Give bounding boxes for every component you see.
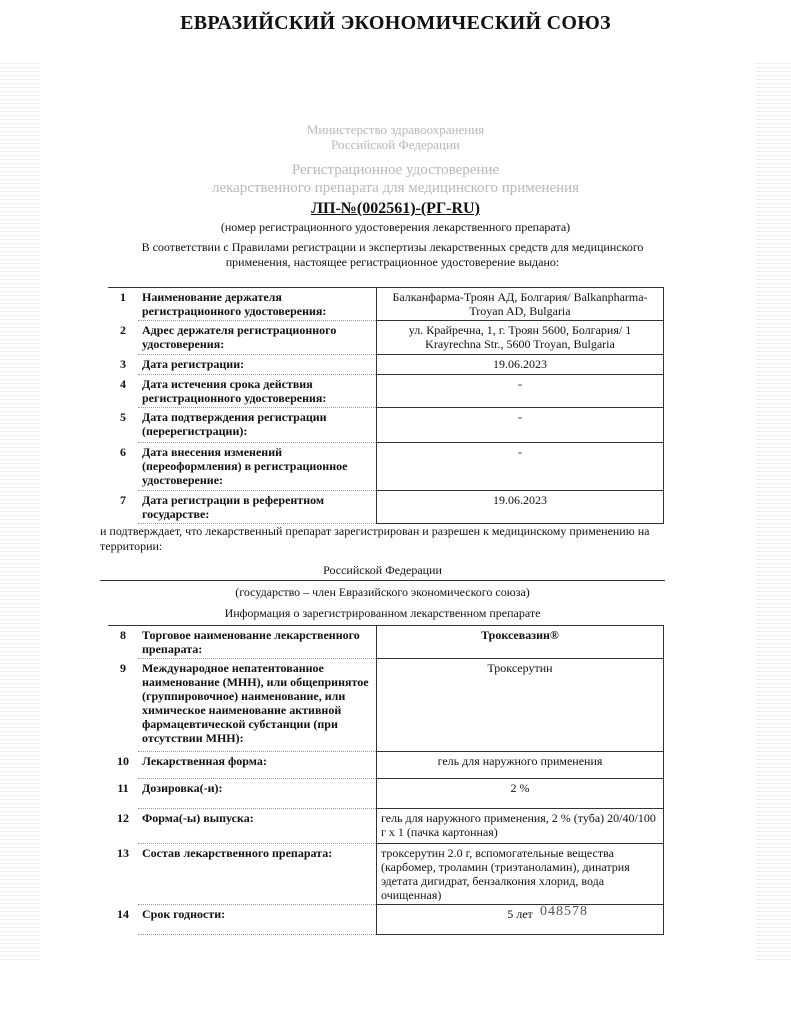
table-row	[108, 752, 664, 779]
row-value: Троксерутин	[377, 659, 664, 752]
country-caption: (государство – член Евразийского экономического союза)	[235, 585, 530, 599]
row-number: 13	[117, 845, 129, 860]
row-label: Состав лекарственного препарата:	[138, 844, 377, 905]
row-number: 9	[120, 660, 126, 675]
table-row	[108, 355, 664, 375]
row-value: -	[377, 443, 664, 491]
table-row	[108, 779, 664, 809]
faint-ministry-2: Российской Федерации	[331, 137, 460, 152]
row-value: Троксевазин®	[377, 626, 664, 659]
row-label: Дата внесения изменений (переоформления) в регистрационное удостоверение:	[138, 443, 377, 491]
row-value: 5 лет	[377, 905, 664, 935]
row-number: 6	[120, 444, 126, 459]
row-value: 19.06.2023	[377, 355, 664, 375]
row-number: 12	[117, 810, 129, 825]
row-number: 10	[117, 753, 129, 768]
row-label: Лекарственная форма:	[138, 752, 377, 779]
row-number: 5	[120, 409, 126, 424]
row-label: Торговое наименование лекарственного препарата:	[138, 626, 377, 659]
row-label: Наименование держателя регистрационного удостоверения:	[138, 288, 377, 321]
table-row	[108, 809, 664, 844]
row-value: гель для наружного применения	[377, 752, 664, 779]
product-info-table	[108, 625, 664, 935]
table-row	[108, 375, 664, 408]
row-value: Балканфарма-Троян АД, Болгария/ Balkanpharma-Troyan AD, Bulgaria	[377, 288, 664, 321]
holder-info-table	[108, 287, 664, 524]
table-row	[108, 288, 664, 321]
row-label: Дозировка(-и):	[138, 779, 377, 809]
faint-ministry: Министерство здравоохранения	[306, 122, 485, 137]
row-number: 14	[117, 906, 129, 921]
registration-number-caption: (номер регистрационного удостоверения лекарственного препарата)	[220, 220, 571, 234]
row-value: 19.06.2023	[377, 491, 664, 524]
row-label: Дата истечения срока действия регистрационного удостоверения:	[138, 375, 377, 408]
country: Российской Федерации	[100, 563, 665, 581]
row-value: ул. Крайречна, 1, г. Троян 5600, Болгария/ 1 Krayrechna Str., 5600 Troyan, Bulgaria	[377, 321, 664, 355]
table-row	[108, 321, 664, 355]
row-number: 2	[120, 322, 126, 337]
table-row	[108, 443, 664, 491]
table-row	[108, 659, 664, 752]
row-number: 4	[120, 376, 126, 391]
row-number: 3	[120, 356, 126, 371]
intro-text: В соответствии с Правилами регистрации и экспертизы лекарственных средств для медицинского применения, настоящее регистрационное удостоверение выдано:	[141, 240, 644, 269]
row-value: гель для наружного применения, 2 % (туба) 20/40/100 г x 1 (пачка картонная)	[377, 809, 664, 844]
row-value: -	[377, 375, 664, 408]
faint-cert-title-2: лекарственного препарата для медицинского применения	[211, 180, 580, 196]
row-number: 7	[120, 492, 126, 507]
row-value: троксерутин 2.0 г, вспомогательные вещества (карбомер, троламин (триэтаноламин), динатрия эдетата дигидрат, бензалкония хлорид, вода очищенная)	[377, 844, 664, 905]
row-label: Срок годности:	[138, 905, 377, 935]
row-label: Дата подтверждения регистрации (перерегистрации):	[138, 408, 377, 443]
row-number: 11	[117, 780, 129, 795]
confirm-text: и подтверждает, что лекарственный препарат зарегистрирован и разрешен к медицинскому применению на территории:	[100, 524, 650, 553]
table-row	[108, 626, 664, 659]
row-label: Дата регистрации в референтном государстве:	[138, 491, 377, 524]
row-label: Форма(-ы) выпуска:	[138, 809, 377, 844]
row-number: 1	[120, 290, 126, 304]
row-number: 8	[120, 628, 126, 642]
registration-number: ЛП-№(002561)-(РГ-RU)	[311, 200, 480, 217]
row-label: Международное непатентованное наименование (МНН), или общепринятое (группировочное) наименование, или химическое наименование активной фармацевтической субстанции (при отсутствии МНН):	[138, 659, 377, 752]
row-label: Адрес держателя регистрационного удостоверения:	[138, 321, 377, 355]
serial-number: 048578	[540, 904, 588, 919]
table-row	[108, 491, 664, 524]
row-label: Дата регистрации:	[138, 355, 377, 375]
document-title: ЕВРАЗИЙСКИЙ ЭКОНОМИЧЕСКИЙ СОЮЗ	[180, 12, 611, 34]
table-row	[108, 844, 664, 905]
info-heading: Информация о зарегистрированном лекарственном препарате	[224, 606, 541, 620]
table-row	[108, 408, 664, 443]
row-value: -	[377, 408, 664, 443]
row-value: 2 %	[377, 779, 664, 809]
faint-cert-title: Регистрационное удостоверение	[291, 162, 500, 178]
